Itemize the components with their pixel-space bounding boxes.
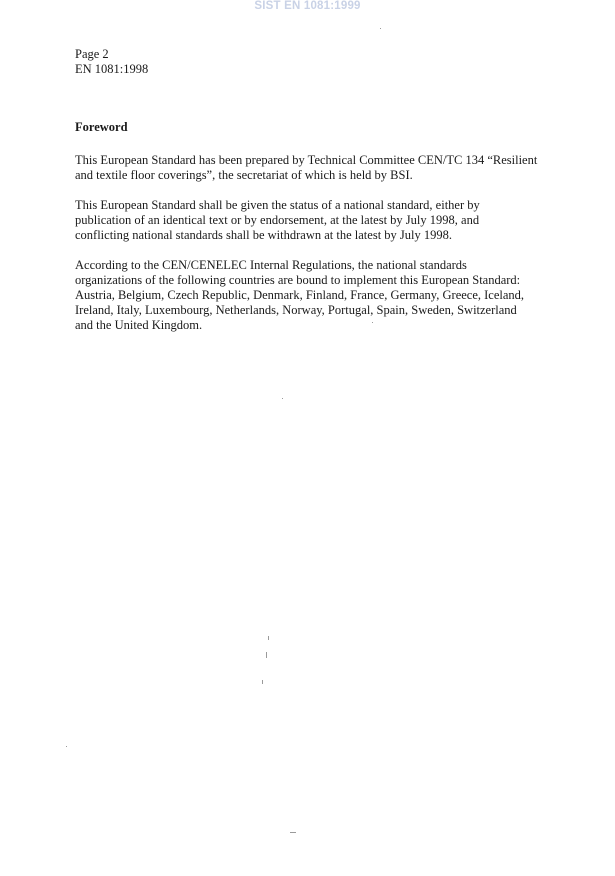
scan-speck [372,322,373,323]
section-heading: Foreword [75,120,128,134]
scan-speck [266,652,267,658]
scan-speck [66,746,67,747]
paragraph-line: Ireland, Italy, Luxembourg, Netherlands, Norway, Portugal, Spain, Sweden, Switzerland [75,303,517,317]
paragraph-line: conflicting national standards shall be withdrawn at the latest by July 1998. [75,228,453,242]
watermark: SIST EN 1081:1999 [254,0,361,12]
scan-speck [282,398,283,399]
foreword-paragraph-2 [75,198,495,243]
paragraph-line: organizations of the following countries are bound to implement this European Standard: [75,273,521,287]
paragraph-line: This European Standard has been prepared by Technical Committee CEN/TC 134 “Resilient [75,153,538,167]
paragraph-line: and the United Kingdom. [75,318,203,332]
paragraph-line: publication of an identical text or by endorsement, at the latest by July 1998, and [75,213,480,227]
foreword-paragraph-1 [75,153,555,183]
scan-speck [380,28,381,29]
scan-speck [268,636,269,640]
scan-speck [262,680,263,684]
page-number: Page 2 [75,47,109,61]
paragraph-line: According to the CEN/CENELEC Internal Regulations, the national standards [75,258,467,272]
paragraph-line: This European Standard shall be given the status of a national standard, either by [75,198,480,212]
page-header [75,47,148,77]
paragraph-line: and textile floor coverings”, the secretariat of which is held by BSI. [75,168,413,182]
document-id: EN 1081:1998 [75,62,149,76]
paragraph-line: Austria, Belgium, Czech Republic, Denmark, Finland, France, Germany, Greece, Iceland, [75,288,525,302]
foreword-paragraph-3 [75,258,555,333]
scan-speck [290,832,296,833]
